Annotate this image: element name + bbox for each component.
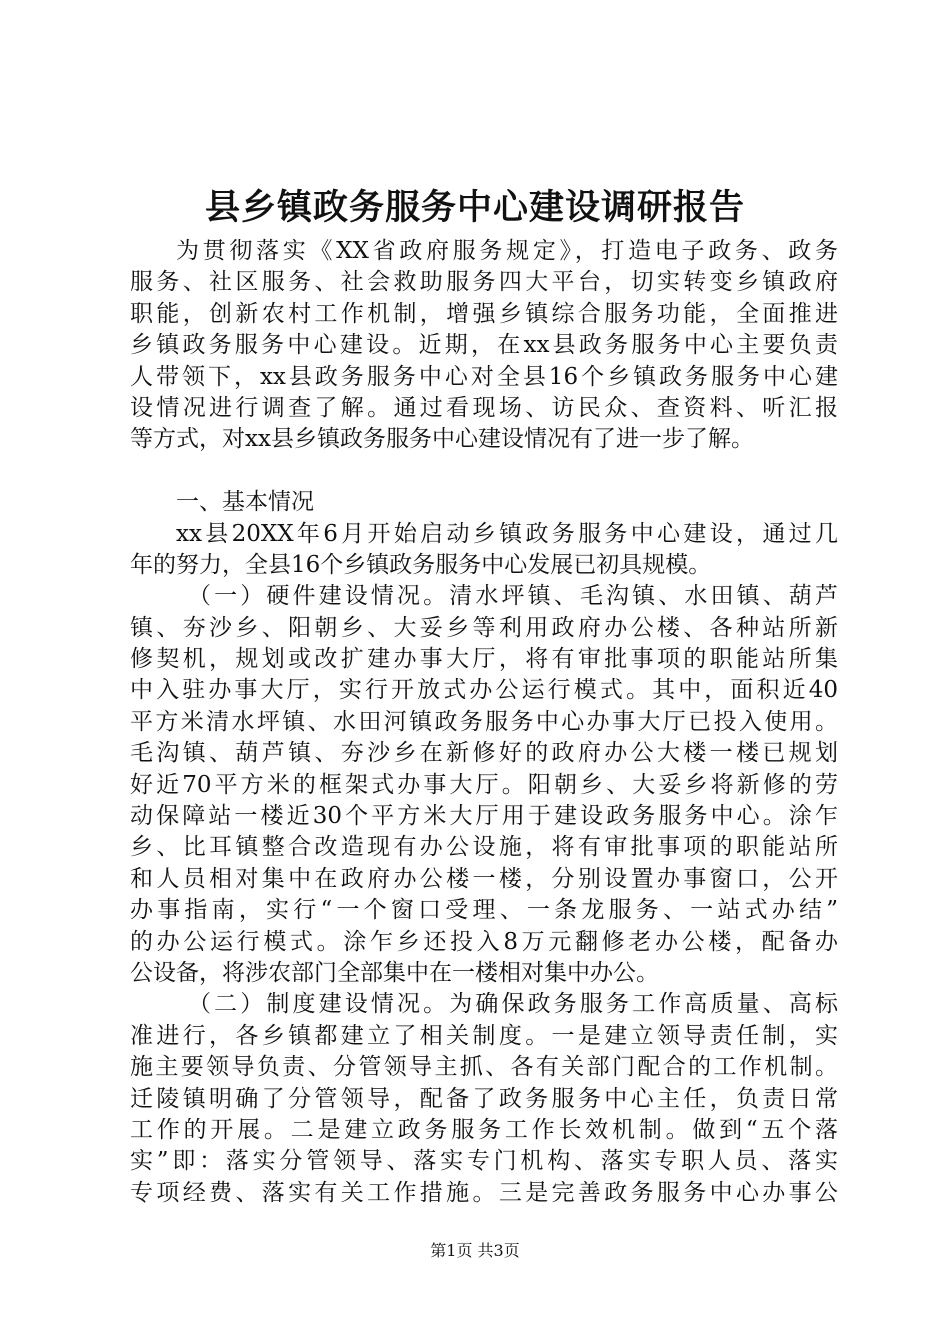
paragraph-line: 动保障站一楼近30个平方米大厅用于建设政务服务中心。涂乍: [130, 803, 838, 830]
paragraph-line: 迁陵镇明确了分管领导，配备了政务服务中心主任，负责日常: [130, 1085, 838, 1112]
paragraph-line: 平方米清水坪镇、水田河镇政务服务中心办事大厅已投入使用。: [130, 708, 838, 735]
paragraph-line: 乡镇政务服务中心建设。近期，在xx县政务服务中心主要负责: [130, 332, 838, 359]
document-title: 县乡镇政务服务中心建设调研报告: [204, 188, 745, 228]
paragraph-line: 毛沟镇、葫芦镇、夯沙乡在新修好的政府办公大楼一楼已规划: [130, 740, 838, 767]
paragraph-line: 乡、比耳镇整合改造现有办公设施，将有审批事项的职能站所: [130, 834, 838, 861]
paragraph-line: 中入驻办事大厅，实行开放式办公运行模式。其中，面积近40: [130, 677, 838, 704]
paragraph-line: 为贯彻落实《XX省政府服务规定》，打造电子政务、政务: [176, 238, 838, 264]
paragraph-line: 准进行，各乡镇都建立了相关制度。一是建立领导责任制，实: [130, 1022, 838, 1049]
paragraph-line: 设情况进行调查了解。通过看现场、访民众、查资料、听汇报: [130, 394, 838, 421]
paragraph-line: 公设备，将涉农部门全部集中在一楼相对集中办公。: [130, 959, 659, 986]
page-footer: 第1页 共3页: [430, 1241, 520, 1260]
paragraph-line: 年的努力，全县16个乡镇政务服务中心发展已初具规模。: [130, 551, 712, 578]
document-body: [130, 236, 838, 1209]
paragraph-line: 职能，创新农村工作机制，增强乡镇综合服务功能，全面推进: [130, 300, 838, 327]
section-heading: 一、基本情况: [176, 489, 314, 516]
paragraph-line: 办事指南，实行“一个窗口受理、一条龙服务、一站式办结”: [130, 897, 838, 924]
paragraph-line: 等方式，对xx县乡镇政务服务中心建设情况有了进一步了解。: [130, 426, 754, 453]
paragraph-line: 的办公运行模式。涂乍乡还投入8万元翻修老办公楼，配备办: [130, 928, 838, 955]
paragraph-line: 实”即：落实分管领导、落实专门机构、落实专职人员、落实: [130, 1148, 838, 1175]
paragraph-line: 和人员相对集中在政府办公楼一楼，分别设置办事窗口，公开: [130, 865, 838, 892]
paragraph-line: 人带领下，xx县政务服务中心对全县16个乡镇政务服务中心建: [130, 363, 838, 390]
paragraph-line: （一）硬件建设情况。清水坪镇、毛沟镇、水田镇、葫芦: [188, 583, 838, 610]
paragraph-line: 镇、夯沙乡、阳朝乡、大妥乡等利用政府办公楼、各种站所新: [130, 614, 838, 641]
paragraph-line: 好近70平方米的框架式办事大厅。阳朝乡、大妥乡将新修的劳: [130, 771, 838, 798]
paragraph-line: 工作的开展。二是建立政务服务工作长效机制。做到“五个落: [130, 1116, 838, 1143]
paragraph-line: 修契机，规划或改扩建办事大厅，将有审批事项的职能站所集: [130, 646, 838, 673]
paragraph-gap: [130, 456, 838, 487]
paragraph-line: （二）制度建设情况。为确保政务服务工作高质量、高标: [188, 991, 838, 1018]
paragraph-line: 服务、社区服务、社会救助服务四大平台，切实转变乡镇政府: [130, 269, 838, 296]
paragraph-line: 施主要领导负责、分管领导主抓、各有关部门配合的工作机制。: [130, 1054, 838, 1081]
paragraph-line: xx县20XX年6月开始启动乡镇政务服务中心建设，通过几: [176, 520, 838, 547]
paragraph-line: 专项经费、落实有关工作措施。三是完善政务服务中心办事公: [130, 1179, 838, 1206]
